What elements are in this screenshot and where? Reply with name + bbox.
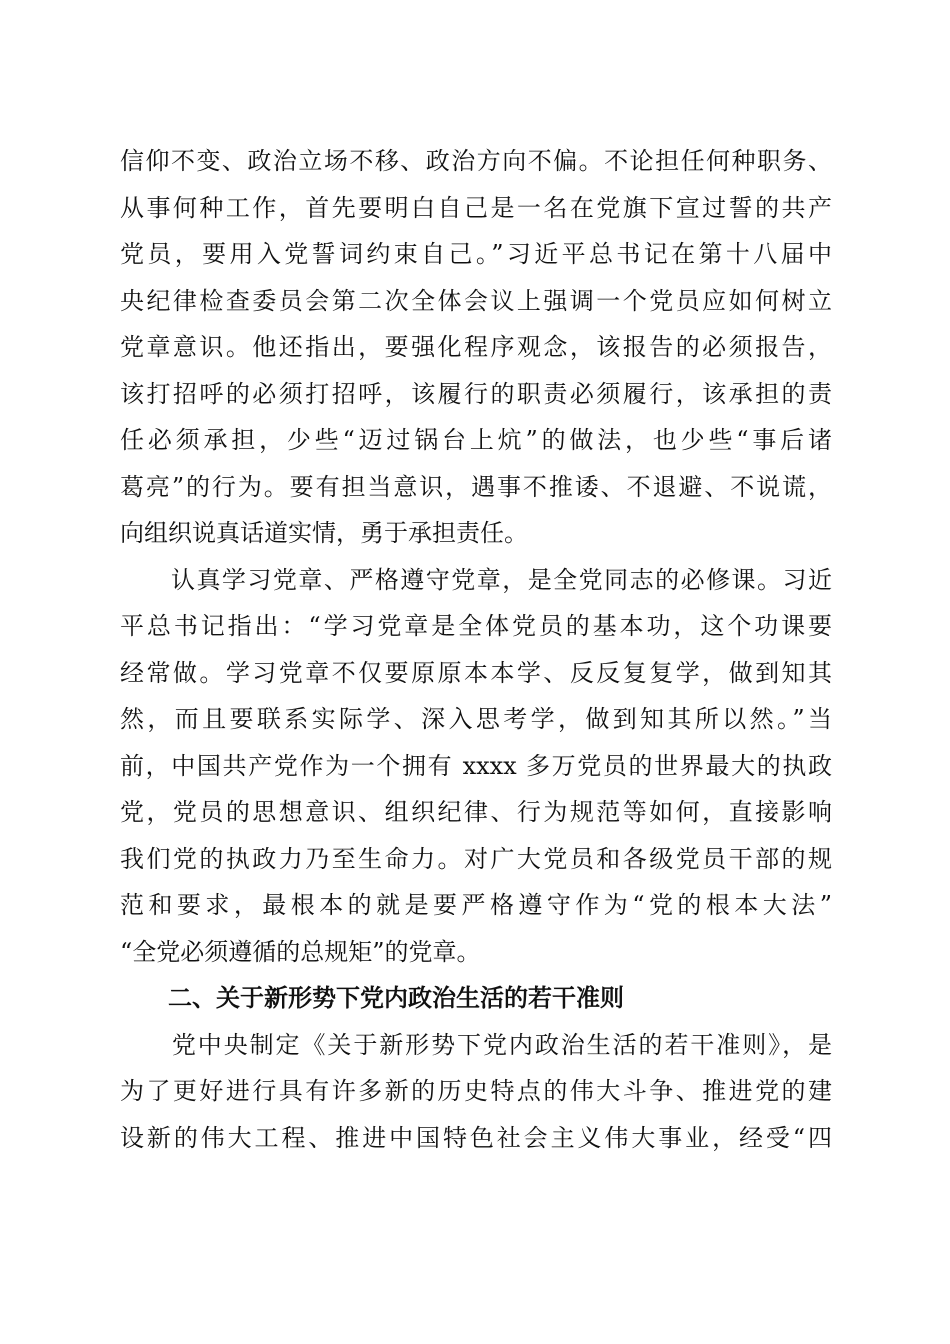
paragraph-line: 经常做。学习党章不仅要原原本本学、反反复复学，做到知其 bbox=[120, 658, 832, 687]
paragraph-line: 该打招呼的必须打招呼，该履行的职责必须履行，该承担的责 bbox=[120, 379, 832, 408]
paragraph-line: 从事何种工作，首先要明白自己是一名在党旗下宣过誓的共产 bbox=[120, 193, 832, 222]
paragraph-line: 党章意识。他还指出，要强化程序观念，该报告的必须报告， bbox=[120, 333, 832, 361]
paragraph-line: 信仰不变、政治立场不移、政治方向不偏。不论担任何种职务、 bbox=[120, 147, 832, 175]
paragraph-2 bbox=[120, 557, 832, 976]
paragraph-line: 我们党的执政力乃至生命力。对广大党员和各级党员干部的规 bbox=[120, 844, 832, 873]
paragraph-line: 设新的伟大工程、推进中国特色社会主义伟大事业，经受“四 bbox=[120, 1123, 832, 1152]
paragraph-line: 党员，要用入党誓词约束自己。”习近平总书记在第十八届中 bbox=[120, 240, 832, 268]
paragraph-line: 任必须承担，少些“迈过锅台上炕”的做法，也少些“事后诸 bbox=[120, 426, 832, 454]
paragraph-line: 为了更好进行具有许多新的历史特点的伟大斗争、推进党的建 bbox=[120, 1077, 832, 1105]
paragraph-line: 党中央制定《关于新形势下党内政治生活的若干准则》，是 bbox=[120, 1030, 832, 1059]
paragraph-line: 认真学习党章、严格遵守党章，是全党同志的必修课。习近 bbox=[120, 565, 832, 594]
paragraph-line: 前，中国共产党作为一个拥有 xxxx 多万党员的世界最大的执政 bbox=[120, 751, 832, 780]
paragraph-3 bbox=[120, 1022, 832, 1162]
section-heading: 二、关于新形势下党内政治生活的若干准则 bbox=[120, 984, 624, 1012]
paragraph-line: 然，而且要联系实际学、深入思考学，做到知其所以然。”当 bbox=[120, 705, 832, 733]
paragraph-line: 范和要求，最根本的就是要严格遵守作为“党的根本大法” bbox=[120, 891, 832, 919]
paragraph-line: 央纪律检查委员会第二次全体会议上强调一个党员应如何树立 bbox=[120, 286, 832, 315]
paragraph-line: 党，党员的思想意识、组织纪律、行为规范等如何，直接影响 bbox=[120, 798, 832, 826]
document-body bbox=[120, 138, 832, 1161]
paragraph-line: 葛亮”的行为。要有担当意识，遇事不推诿、不退避、不说谎， bbox=[120, 472, 832, 501]
paragraph-1 bbox=[120, 138, 832, 557]
paragraph-line: 平总书记指出：“学习党章是全体党员的基本功，这个功课要 bbox=[120, 612, 832, 640]
paragraph-line: “全党必须遵循的总规矩”的党章。 bbox=[120, 937, 481, 966]
paragraph-line: 向组织说真话道实情，勇于承担责任。 bbox=[120, 519, 528, 547]
